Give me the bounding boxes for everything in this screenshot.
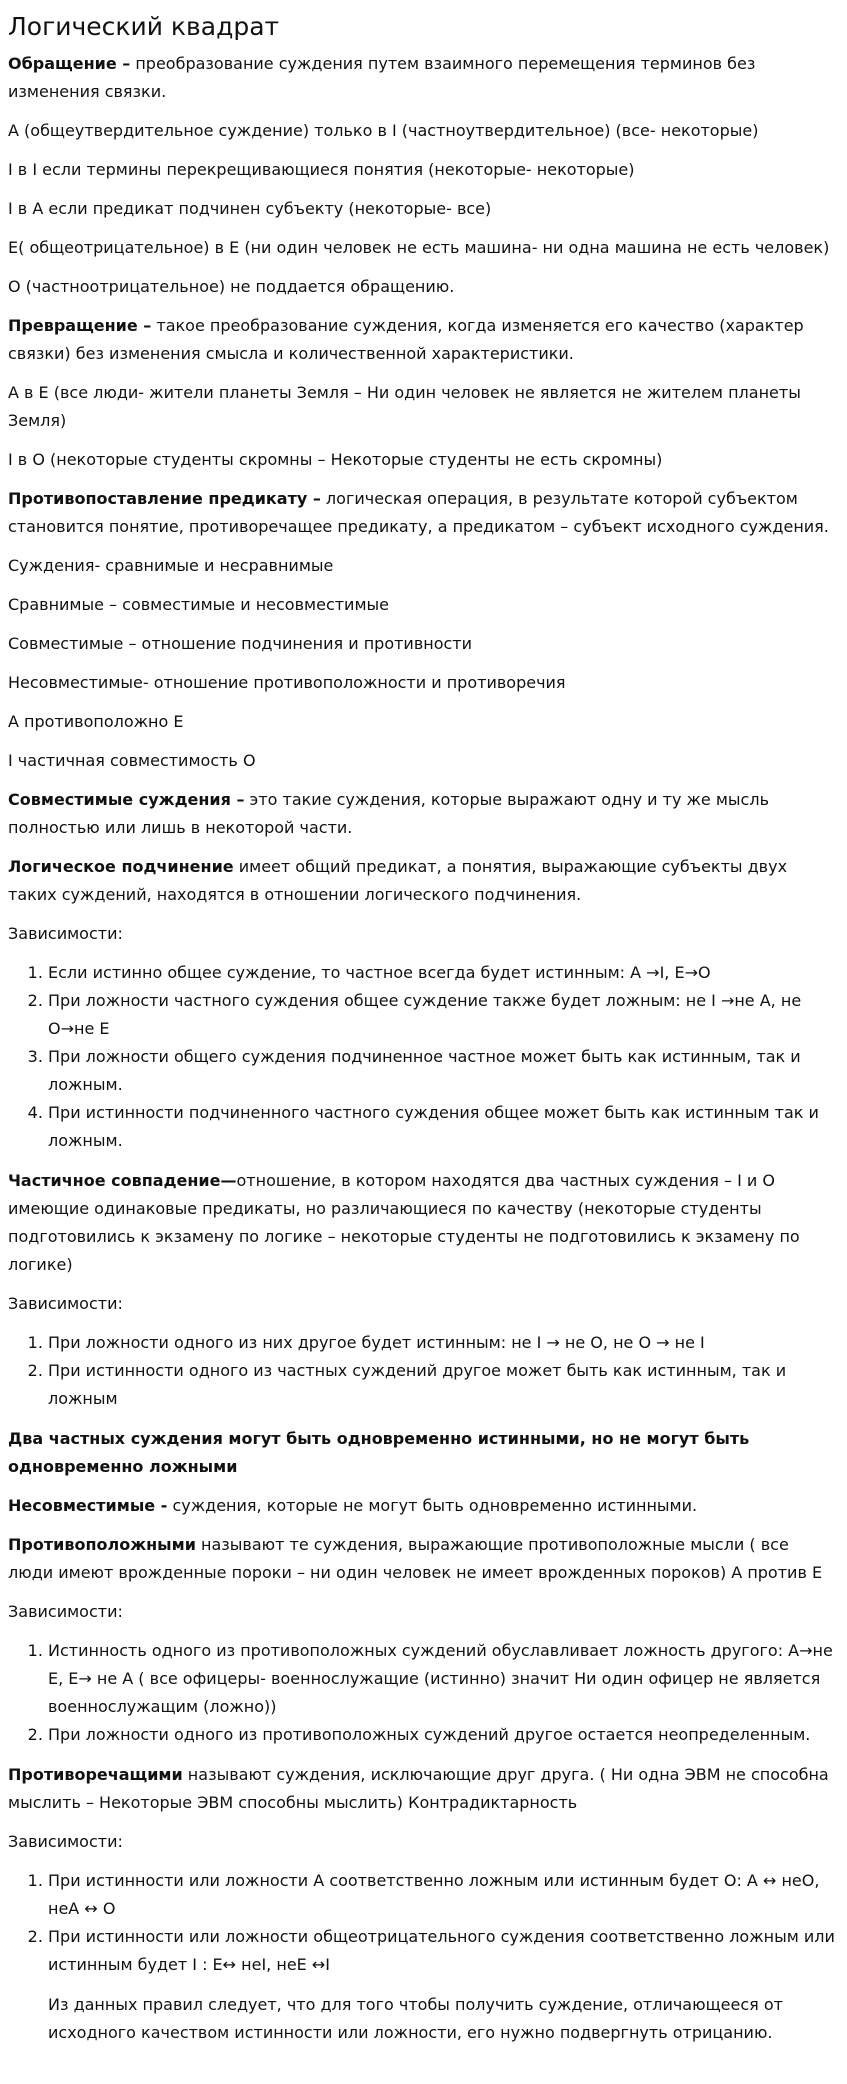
contrary-definition-text: называют те суждения, выражающие противоположные мысли ( все люди имеют врожденные пороки – ни один человек не имеет врожденных пороков) А против Е (8, 1535, 823, 1582)
list-item: 2. При истинности одного из частных суждений другое может быть как истинным, так и ложным (48, 1357, 837, 1413)
contraposition-definition (8, 485, 837, 541)
contraposition-term: Противопоставление предикату – (8, 489, 321, 508)
list-item: 1. Истинность одного из противоположных суждений обуславливает ложность другого: А→не Е, Е→ не А ( все офицеры- военнослужащие (истинно) значит Ни один офицер не является военнослужащим (ложно)) (48, 1637, 837, 1721)
dependencies-label: Зависимости: (8, 1602, 123, 1621)
obversion-definition-text: такое преобразование суждения, когда изменяется его качество (характер связки) без изменения смысла и количественной характеристики. (8, 316, 804, 363)
contrary-definition (8, 1531, 837, 1587)
contradictory-definition (8, 1761, 837, 1817)
contradictory-definition-text: называют суждения, исключающие друг друга. ( Ни одна ЭВМ не способна мыслить – Некоторые ЭВМ способны мыслить) Контрадиктарность (8, 1765, 829, 1812)
partial-bold-note-text: Два частных суждения могут быть одновременно истинными, но не могут быть одновременно ложными (8, 1429, 750, 1476)
classification-line: I частичная совместимость О (8, 751, 256, 770)
subordination-term: Логическое подчинение (8, 857, 234, 876)
partial-definition (8, 1167, 837, 1279)
contradictory-term: Противоречащими (8, 1765, 183, 1784)
list-item: 2. При ложности частного суждения общее суждение также будет ложным: не I →не А, не О→не Е (48, 987, 837, 1043)
list-item: 2. При истинности или ложности общеотрицательного суждения соответственно ложным или истинным будет I : Е↔ неI, неЕ ↔I (48, 1923, 837, 1979)
contrary-term: Противоположными (8, 1535, 196, 1554)
classification-line: Совместимые – отношение подчинения и противности (8, 634, 473, 653)
list-item: 2. При ложности одного из противоположных суждений другое остается неопределенным. (48, 1721, 837, 1749)
contradictory-list (8, 1867, 837, 1979)
subordination-definition (8, 853, 837, 909)
dependencies-label: Зависимости: (8, 1832, 123, 1851)
compatible-definition-text: это такие суждения, которые выражают одну и ту же мысль полностью или лишь в некоторой части. (8, 790, 769, 837)
incompatible-definition (8, 1492, 837, 1520)
list-item: 1. Если истинно общее суждение, то частное всегда будет истинным: А →I, Е→О (48, 959, 837, 987)
classification-line: Суждения- сравнимые и несравнимые (8, 556, 334, 575)
incompatible-term: Несовместимые - (8, 1496, 168, 1515)
incompatible-definition-text: суждения, которые не могут быть одновременно истинными. (167, 1496, 698, 1515)
subordination-list (8, 959, 837, 1155)
obversion-rule: I в О (некоторые студенты скромны – Некоторые студенты не есть скромны) (8, 450, 663, 469)
compatible-definition (8, 786, 837, 842)
page-title: Логический квадрат (8, 12, 280, 41)
conversion-definition (8, 50, 837, 106)
compatible-term: Совместимые суждения – (8, 790, 245, 809)
obversion-definition (8, 312, 837, 368)
conversion-term: Обращение – (8, 54, 131, 73)
dependencies-label: Зависимости: (8, 924, 123, 943)
contraposition-definition-text: логическая операция, в результате которой субъектом становится понятие, противоречащее предикату, а предикатом – субъект исходного суждения. (8, 489, 829, 536)
classification-line: А противоположно Е (8, 712, 184, 731)
subordination-definition-text: имеет общий предикат, а понятия, выражающие субъекты двух таких суждений, находятся в отношении логического подчинения. (8, 857, 788, 904)
partial-bold-note (8, 1425, 837, 1481)
partial-list (8, 1329, 837, 1413)
classification-line: Несовместимые- отношение противоположности и противоречия (8, 673, 566, 692)
conversion-rule: E( общеотрицательное) в Е (ни один человек не есть машина- ни одна машина не есть человек) (8, 238, 830, 257)
list-item: 1. При истинности или ложности А соответственно ложным или истинным будет О: А ↔ неО, неА ↔ О (48, 1867, 837, 1923)
dependencies-label: Зависимости: (8, 1294, 123, 1313)
obversion-term: Превращение – (8, 316, 152, 335)
contrary-list (8, 1637, 837, 1749)
conversion-rule: А (общеутвердительное суждение) только в I (частноутвердительное) (все- некоторые) (8, 121, 759, 140)
conversion-definition-text: преобразование суждения путем взаимного перемещения терминов без изменения связки. (8, 54, 756, 101)
partial-term: Частичное совпадение— (8, 1171, 237, 1190)
conversion-rule: О (частноотрицательное) не поддается обращению. (8, 277, 455, 296)
conclusion-paragraph: Из данных правил следует, что для того чтобы получить суждение, отличающееся от исходного качеством истинности или ложности, его нужно подвергнуть отрицанию. (48, 1995, 783, 2042)
list-item: 4. При истинности подчиненного частного суждения общее может быть как истинным так и ложным. (48, 1099, 837, 1155)
classification-line: Сравнимые – совместимые и несовместимые (8, 595, 389, 614)
conversion-rule: I в А если предикат подчинен субъекту (некоторые- все) (8, 199, 492, 218)
obversion-rule: А в Е (все люди- жители планеты Земля – Ни один человек не является не жителем планеты Земля) (8, 383, 801, 430)
partial-definition-text: отношение, в котором находятся два частных суждения – I и O имеющие одинаковые предикаты, но различающиеся по качеству (некоторые студенты подготовились к экзамену по логике – некоторые студенты не подготовились к экзамену по логике) (8, 1171, 800, 1274)
list-item: 3. При ложности общего суждения подчиненное частное может быть как истинным, так и ложным. (48, 1043, 837, 1099)
conversion-rule: I в I если термины перекрещивающиеся понятия (некоторые- некоторые) (8, 160, 635, 179)
list-item: 1. При ложности одного из них другое будет истинным: не I → не О, не О → не I (48, 1329, 837, 1357)
